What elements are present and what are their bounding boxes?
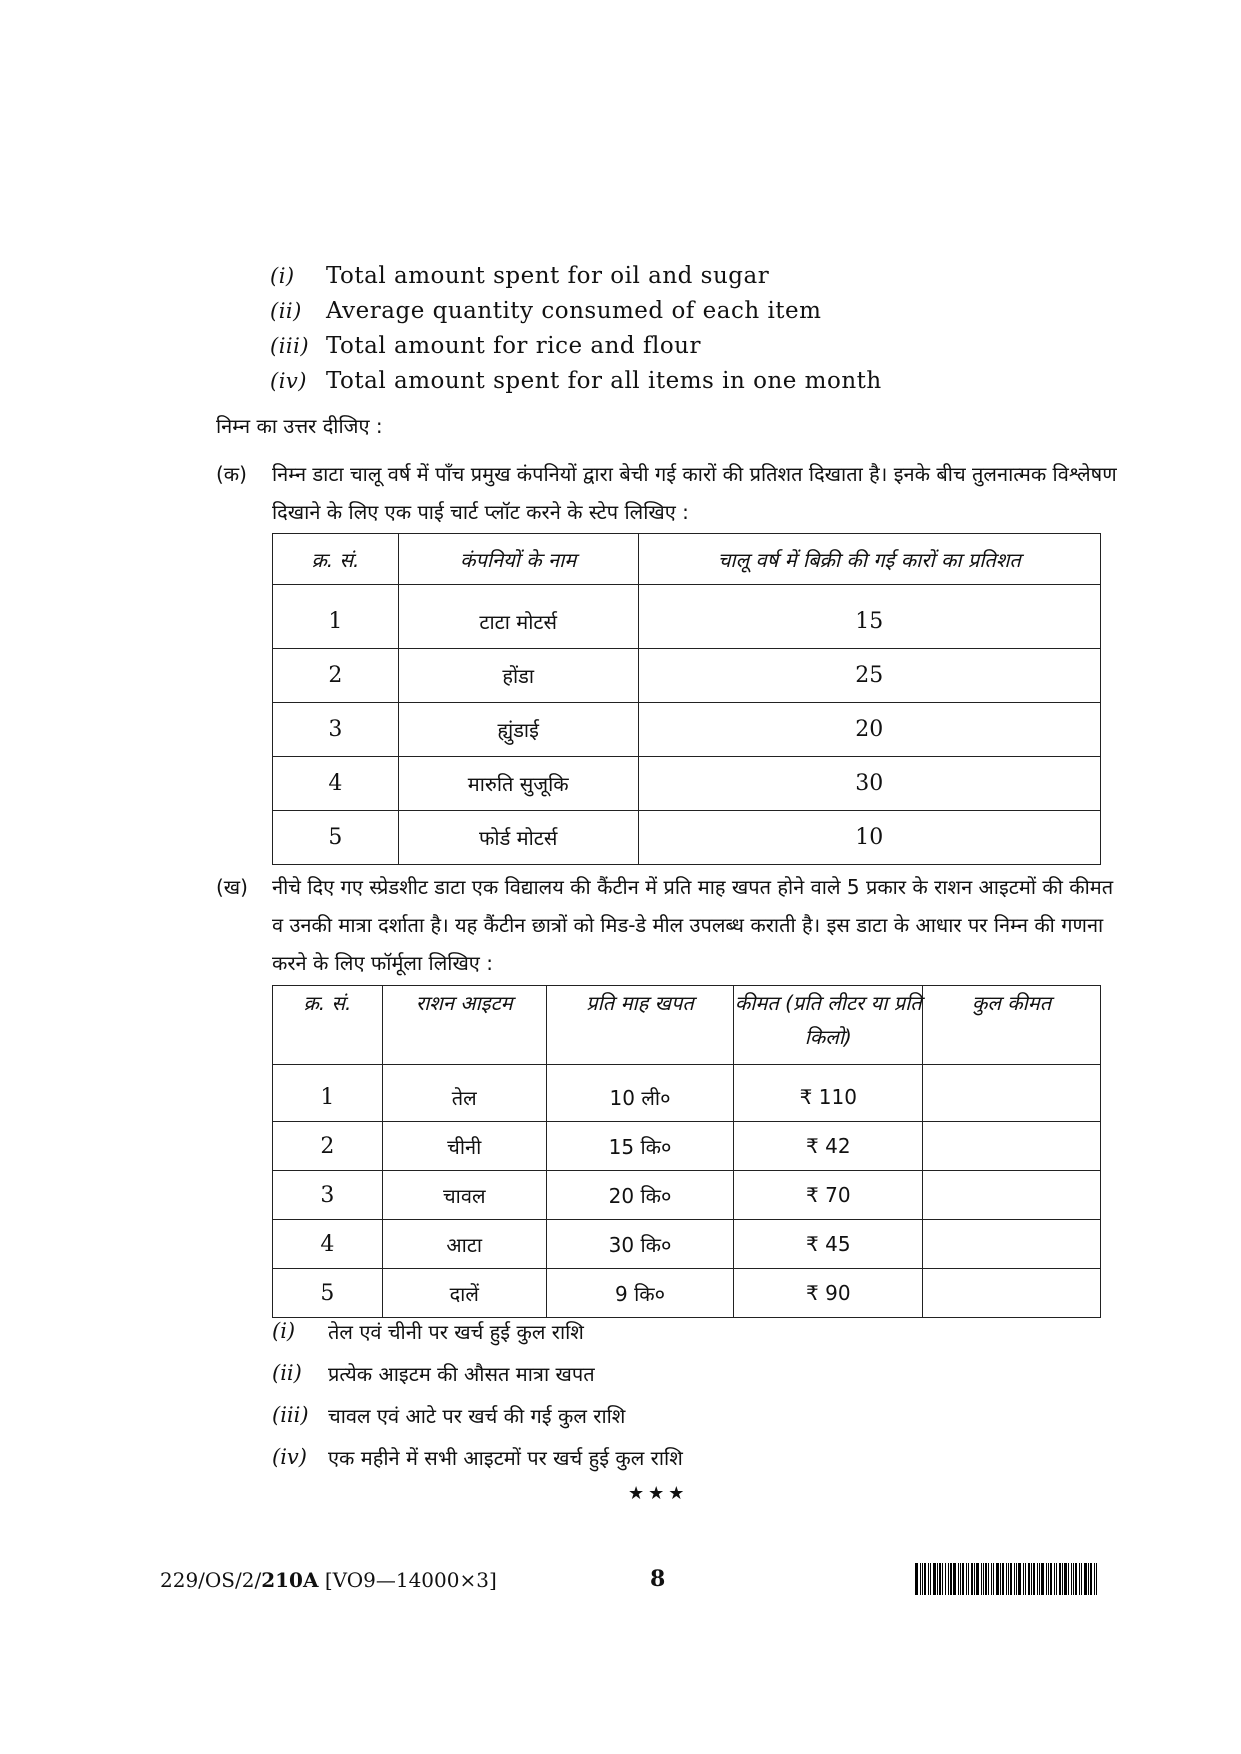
table-row xyxy=(273,585,1101,649)
barcode-bar xyxy=(1073,1563,1074,1595)
table-cell: ₹ 110 xyxy=(734,1065,923,1122)
question-label: (ख) xyxy=(216,875,248,899)
table-cell: 3 xyxy=(273,703,399,757)
barcode-bar xyxy=(1025,1563,1026,1595)
barcode-bar xyxy=(993,1563,994,1595)
table-cell: 25 xyxy=(638,649,1100,703)
barcode-bar xyxy=(939,1563,941,1595)
paper-code xyxy=(160,1568,497,1592)
table-row xyxy=(273,811,1101,865)
barcode-bar xyxy=(991,1563,992,1595)
barcode-bar xyxy=(1008,1563,1009,1595)
barcode-bar xyxy=(1088,1563,1089,1595)
ration-table xyxy=(272,985,1101,1318)
table-cell: ₹ 45 xyxy=(734,1220,923,1269)
barcode-bar xyxy=(1048,1563,1049,1595)
item-number: (iv) xyxy=(270,368,307,393)
barcode-bar xyxy=(1033,1563,1035,1595)
section-heading: निम्न का उत्तर दीजिए : xyxy=(216,414,383,438)
column-header: राशन आइटम xyxy=(382,986,546,1065)
table-cell: 20 xyxy=(638,703,1100,757)
barcode-bar xyxy=(958,1563,959,1595)
barcode-bar xyxy=(922,1563,923,1595)
barcode-bar xyxy=(1056,1563,1057,1595)
list-item xyxy=(272,1394,683,1436)
barcode-bar xyxy=(930,1563,931,1595)
barcode-bar xyxy=(966,1563,967,1595)
barcode-bar xyxy=(996,1563,999,1595)
item-number: (iii) xyxy=(272,1403,309,1427)
barcode-bar xyxy=(1096,1563,1097,1595)
table-cell: चावल xyxy=(382,1171,546,1220)
table-cell: तेल xyxy=(382,1065,546,1122)
table-cell: 9 कि० xyxy=(546,1269,734,1318)
barcode-bar xyxy=(988,1563,989,1595)
question-text: निम्न डाटा चालू वर्ष में पाँच प्रमुख कंपनियों द्वारा बेची गई कारों की प्रतिशत दिखाता है। इनके बीच तुलनात्मक विश्लेषण दिखाने के लिए एक पाई चार्ट प्लॉट करने के स्टेप लिखिए : xyxy=(272,462,1117,524)
table-cell: 10 ली० xyxy=(546,1065,734,1122)
item-text: Average quantity consumed of each item xyxy=(326,297,822,324)
barcode-bar xyxy=(1037,1563,1038,1595)
paper-code-prefix: 229/OS/2/ xyxy=(160,1568,262,1592)
barcode-bar xyxy=(937,1563,938,1595)
table-row xyxy=(273,1065,1101,1122)
list-item xyxy=(270,363,882,398)
barcode-bar xyxy=(976,1563,979,1595)
item-text: Total amount spent for all items in one month xyxy=(326,367,882,394)
column-header: चालू वर्ष में बिक्री की गई कारों का प्रतिशत xyxy=(638,534,1100,585)
barcode-bar xyxy=(953,1563,956,1595)
table-header-row xyxy=(273,986,1101,1065)
table-row xyxy=(273,703,1101,757)
barcode-bar xyxy=(981,1563,982,1595)
item-number: (ii) xyxy=(272,1361,302,1385)
table-cell: टाटा मोटर्स xyxy=(398,585,638,649)
table-cell: 30 कि० xyxy=(546,1220,734,1269)
page-number: 8 xyxy=(650,1566,666,1592)
table-cell: 20 कि० xyxy=(546,1171,734,1220)
barcode-bar xyxy=(971,1563,973,1595)
item-number: (iv) xyxy=(272,1445,307,1469)
table-cell: ₹ 90 xyxy=(734,1269,923,1318)
hindi-question-list xyxy=(272,1310,683,1478)
barcode-bar xyxy=(942,1563,943,1595)
barcode-bar xyxy=(1094,1563,1095,1595)
end-stars: ★★★ xyxy=(628,1483,689,1504)
table-cell: 3 xyxy=(273,1171,383,1220)
item-text: प्रत्येक आइटम की औसत मात्रा खपत xyxy=(328,1361,595,1386)
column-header: क्र. सं. xyxy=(273,534,399,585)
table-cell xyxy=(923,1220,1101,1269)
column-header: कुल कीमत xyxy=(923,986,1101,1065)
barcode-bar xyxy=(1079,1563,1080,1595)
paper-code-bold: 210A xyxy=(261,1568,319,1592)
table-cell: दालें xyxy=(382,1269,546,1318)
item-text: तेल एवं चीनी पर खर्च हुई कुल राशि xyxy=(328,1319,584,1344)
table-cell xyxy=(923,1171,1101,1220)
english-question-list xyxy=(270,258,882,398)
table-cell: 4 xyxy=(273,757,399,811)
barcode-bar xyxy=(1014,1563,1015,1595)
barcode-bar xyxy=(1023,1563,1024,1595)
barcode-bar xyxy=(1071,1563,1072,1595)
table-cell: 15 xyxy=(638,585,1100,649)
column-header: प्रति माह खपत xyxy=(546,986,734,1065)
table-row xyxy=(273,1220,1101,1269)
table-row xyxy=(273,649,1101,703)
table-cell xyxy=(923,1065,1101,1122)
table-row xyxy=(273,1171,1101,1220)
table-cell: 2 xyxy=(273,1122,383,1171)
barcode-bar xyxy=(1081,1563,1082,1595)
barcode-bar xyxy=(1064,1563,1067,1595)
list-item xyxy=(270,293,882,328)
barcode-bar xyxy=(1090,1563,1092,1595)
barcode-bar xyxy=(950,1563,952,1595)
list-item xyxy=(270,328,882,363)
barcode-bar xyxy=(962,1563,964,1595)
barcode-bar xyxy=(1002,1563,1004,1595)
barcode-bar xyxy=(915,1563,918,1595)
barcode-bar xyxy=(1016,1563,1017,1595)
question-label: (क) xyxy=(216,462,247,486)
item-number: (i) xyxy=(272,1319,296,1343)
table-cell: 15 कि० xyxy=(546,1122,734,1171)
barcode-bar xyxy=(1041,1563,1044,1595)
barcode-bar xyxy=(920,1563,921,1595)
barcode-bar xyxy=(960,1563,961,1595)
car-sales-table xyxy=(272,533,1101,865)
barcode-bar xyxy=(933,1563,936,1595)
table-cell: आटा xyxy=(382,1220,546,1269)
question-text: नीचे दिए गए स्प्रेडशीट डाटा एक विद्यालय की कैंटीन में प्रति माह खपत होने वाले 5 प्रकार के राशन आइटमों की कीमत व उनकी मात्रा दर्शाता है। यह कैंटीन छात्रों को मिड-डे मील उपलब्ध कराती है। इस डाटा के आधार पर निम्न की गणना करने के लिए फॉर्मूला लिखिए : xyxy=(272,875,1114,975)
list-item xyxy=(272,1310,683,1352)
barcode-bar xyxy=(1018,1563,1021,1595)
barcode-bar xyxy=(1059,1563,1061,1595)
column-header: कंपनियों के नाम xyxy=(398,534,638,585)
table-cell: ह्युंडाई xyxy=(398,703,638,757)
table-cell: 5 xyxy=(273,811,399,865)
list-item xyxy=(272,1436,683,1478)
list-item xyxy=(272,1352,683,1394)
barcode-bar xyxy=(1084,1563,1087,1595)
barcode-bar xyxy=(974,1563,975,1595)
barcode-bar xyxy=(928,1563,929,1595)
barcode-bar xyxy=(968,1563,969,1595)
barcode-bar xyxy=(1068,1563,1069,1595)
paper-code-suffix: [VO9—14000×3] xyxy=(318,1568,497,1592)
barcode-bar xyxy=(985,1563,987,1595)
table-cell xyxy=(923,1122,1101,1171)
table-cell: 4 xyxy=(273,1220,383,1269)
table-cell: 30 xyxy=(638,757,1100,811)
barcode-bar xyxy=(1000,1563,1001,1595)
item-number: (ii) xyxy=(270,298,302,323)
table-cell: मारुति सुजूकि xyxy=(398,757,638,811)
barcode-bar xyxy=(1050,1563,1052,1595)
barcode-bar xyxy=(1054,1563,1055,1595)
item-number: (iii) xyxy=(270,333,310,358)
barcode-bar xyxy=(1062,1563,1063,1595)
barcode-bar xyxy=(1075,1563,1077,1595)
barcode-bar xyxy=(1028,1563,1030,1595)
table-cell: 1 xyxy=(273,585,399,649)
table-cell: 10 xyxy=(638,811,1100,865)
barcode-bar xyxy=(945,1563,946,1595)
barcode-bar xyxy=(1031,1563,1032,1595)
column-header: कीमत (प्रति लीटर या प्रति किलो) xyxy=(734,986,923,1065)
barcode-bar xyxy=(948,1563,949,1595)
item-text: Total amount for rice and flour xyxy=(326,332,701,359)
barcode-bar xyxy=(983,1563,984,1595)
table-cell: ₹ 70 xyxy=(734,1171,923,1220)
column-header: क्र. सं. xyxy=(273,986,383,1065)
table-cell: चीनी xyxy=(382,1122,546,1171)
table-row xyxy=(273,757,1101,811)
item-text: चावल एवं आटे पर खर्च की गई कुल राशि xyxy=(328,1403,626,1428)
table-cell xyxy=(923,1269,1101,1318)
table-cell: होंडा xyxy=(398,649,638,703)
item-text: एक महीने में सभी आइटमों पर खर्च हुई कुल राशि xyxy=(328,1445,683,1470)
barcode-bar xyxy=(924,1563,926,1595)
table-row xyxy=(273,1122,1101,1171)
barcode xyxy=(915,1563,1165,1595)
table-cell: फोर्ड मोटर्स xyxy=(398,811,638,865)
table-cell: 5 xyxy=(273,1269,383,1318)
table-cell: 2 xyxy=(273,649,399,703)
barcode-bar xyxy=(1039,1563,1040,1595)
table-header-row xyxy=(273,534,1101,585)
list-item xyxy=(270,258,882,293)
item-text: Total amount spent for oil and sugar xyxy=(326,262,770,289)
table-cell: ₹ 42 xyxy=(734,1122,923,1171)
barcode-bar xyxy=(1046,1563,1047,1595)
barcode-bar xyxy=(1006,1563,1007,1595)
item-number: (i) xyxy=(270,263,295,288)
barcode-bar xyxy=(1010,1563,1012,1595)
table-cell: 1 xyxy=(273,1065,383,1122)
